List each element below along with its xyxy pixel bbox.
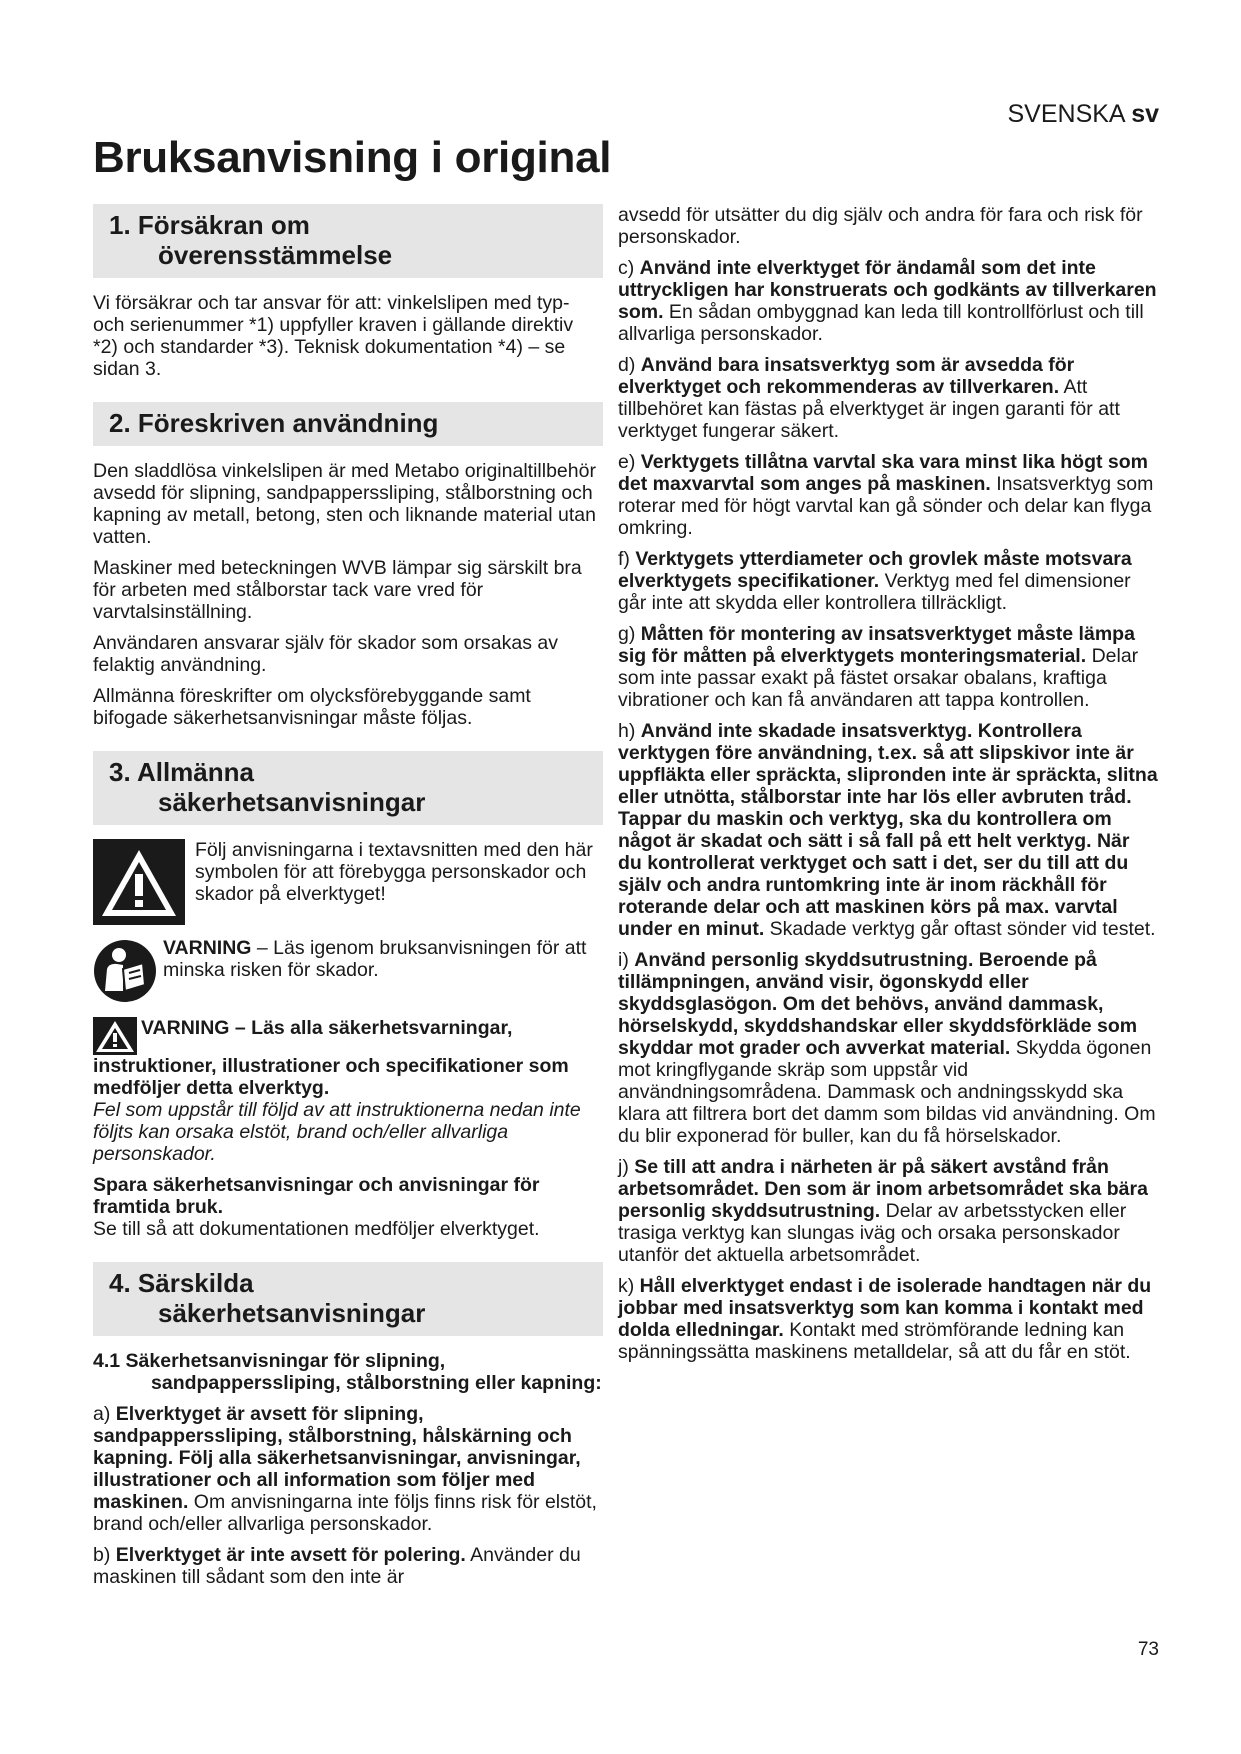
item-i-text: Skydda ögonen mot kringflygande skräp som uppstår vid användningsområdena. Dammask och andningsskydd ska klara att filtrera bort det damm som bildas vid användning. Om du blir exponerad för buller, kan du få hörselskador. (618, 1037, 1156, 1147)
language-label (1008, 100, 1160, 129)
section-1-heading-line2: överensstämmelse (158, 240, 393, 270)
small-warning-triangle-icon (93, 1017, 137, 1055)
section-3-heading (93, 751, 603, 825)
section-2-body (93, 460, 603, 729)
item-f-text: Verktyg med fel dimensioner går inte att skydda eller kontrollera tillräckligt. (618, 570, 1131, 614)
item-a (93, 1403, 603, 1535)
item-k (618, 1275, 1158, 1363)
item-b-text: Använder du maskinen till sådant som den inte är (93, 1544, 581, 1588)
warning-symbol-text: Följ anvisningarna i textavsnitten med den här symbolen för att förebygga personskador och skador på elverktyget! (195, 839, 593, 905)
item-h (618, 720, 1158, 940)
section-3-heading-line1: 3. Allmänna (109, 757, 254, 787)
section-3-heading-line2: säkerhetsanvisningar (158, 787, 426, 817)
item-c (618, 257, 1158, 345)
section-2-paragraph-1: Den sladdlösa vinkelslipen är med Metabo originaltillbehör avsedd för slipning, sandpapperssliping, stålborstning och kapning av metall, betong, sten och liknande material utan vatten. (93, 460, 596, 548)
item-i-bold: Använd personlig skyddsutrustning. Beroende på tillämpningen, använd visir, ögonskydd eller skyddsglasögon. Om det behövs, använd dammask, hörselskydd, skyddshandskar eller skyddsförkläde som skyddar mot grader och avverkat material. (618, 949, 1138, 1059)
item-d (618, 354, 1158, 442)
language-name: SVENSKA (1007, 100, 1125, 128)
item-k-label: k) (618, 1275, 640, 1297)
section-2-paragraph-3: Användaren ansvarar själv för skador som orsakas av felaktig användning. (93, 632, 558, 676)
item-b-label: b) (93, 1544, 116, 1566)
general-warning (93, 1017, 603, 1165)
item-d-label: d) (618, 354, 641, 376)
read-manual-icon (93, 939, 157, 1003)
item-j (618, 1156, 1158, 1266)
item-f-bold: Verktygets ytterdiameter och grovlek måste motsvara elverktygets specifikationer. (618, 548, 1132, 592)
page-title: Bruksanvisning i original (93, 133, 612, 182)
page-number: 73 (1137, 1639, 1159, 1660)
read-manual-text (163, 937, 603, 981)
item-c-label: c) (618, 257, 640, 279)
item-j-text: Delar av arbetsstycken eller trasiga verktyg kan slungas iväg och orsaka personskador utanför det aktuella arbetsområdet. (618, 1200, 1127, 1266)
item-h-text: Skadade verktyg går oftast sönder vid testet. (764, 918, 1156, 940)
item-f-label: f) (618, 548, 636, 570)
section-2-heading (93, 402, 603, 446)
item-e-bold: Verktygets tillåtna varvtal ska vara minst lika högt som det maxvarvtal som anges på maskinen. (618, 451, 1148, 495)
item-d-text: Att tillbehöret kan fästas på elverktyget är ingen garanti för att verktyget fungerar säkert. (618, 376, 1120, 442)
item-e-label: e) (618, 451, 641, 473)
item-a-label: a) (93, 1403, 116, 1425)
section-2-paragraph-4: Allmänna föreskrifter om olycksförebyggande samt bifogade säkerhetsanvisningar måste följas. (93, 685, 531, 729)
item-a-text: Om anvisningarna inte följs finns risk för elstöt, brand och/eller allvarliga personskador. (93, 1491, 597, 1535)
general-warning-italic: Fel som uppstår till följd av att instruktionerna nedan inte följts kan orsaka elstöt, brand och/eller allvarliga personskador. (93, 1099, 581, 1165)
general-warning-bold: VARNING – Läs alla säkerhetsvarningar, instruktioner, illustrationer och specifikationer som medföljer detta elverktyg. (93, 1017, 569, 1099)
subsection-4-1-heading-line1: 4.1 Säkerhetsanvisningar för slipning, (93, 1350, 446, 1372)
section-1-paragraph: Vi försäkrar och tar ansvar för att: vinkelslipen med typ- och serienummer *1) uppfyller kraven i gällande direktiv *2) och standarder *3). Teknisk dokumentation *4) – se sidan 3. (93, 292, 574, 380)
item-i (618, 949, 1158, 1147)
warning-triangle-icon (93, 839, 185, 925)
item-e-text: Insatsverktyg som roterar med för högt varvtal kan gå sönder och delar kan flyga omkring. (618, 473, 1154, 539)
section-4-heading-line1: 4. Särskilda (109, 1268, 254, 1298)
item-g-bold: Måtten för montering av insatsverktyget måste lämpa sig för måtten på elverktygets monteringsmaterial. (618, 623, 1135, 667)
save-instructions-text: Se till så att dokumentationen medföljer elverktyget. (93, 1218, 540, 1240)
section-1-heading-line1: 1. Försäkran om (109, 210, 310, 240)
item-k-bold: Håll elverktyget endast i de isolerade handtagen när du jobbar med insatsverktyg som kan komma i kontakt med dolda elledningar. (618, 1275, 1152, 1341)
subsection-4-1-heading (93, 1350, 603, 1394)
item-f (618, 548, 1158, 614)
language-code: sv (1131, 100, 1159, 128)
section-3-body (93, 839, 603, 1240)
left-column (93, 204, 603, 1597)
item-b (93, 1544, 603, 1588)
item-g-text: Delar som inte passar exakt på fästet orsakar obalans, kraftiga vibrationer och kan få användaren att tappa kontrollen. (618, 645, 1139, 711)
section-1-body (93, 292, 603, 380)
section-1-heading (93, 204, 603, 278)
item-g (618, 623, 1158, 711)
item-j-label: j) (618, 1156, 635, 1178)
item-b-text-continued: avsedd för utsätter du dig själv och andra för fara och risk för personskador. (618, 204, 1143, 248)
warning-symbol-note (93, 839, 603, 925)
section-4-heading (93, 1262, 603, 1336)
right-column (618, 204, 1158, 1372)
read-manual-note (93, 937, 603, 1003)
item-c-bold: Använd inte elverktyget för ändamål som det inte uttryckligen har konstruerats och godkänts av tillverkaren som. (618, 257, 1157, 323)
section-4-heading-line2: säkerhetsanvisningar (158, 1298, 426, 1328)
save-instructions (93, 1174, 603, 1240)
item-d-bold: Använd bara insatsverktyg som är avsedda för elverktyget och rekommenderas av tillverkaren. (618, 354, 1075, 398)
item-g-label: g) (618, 623, 641, 645)
section-2-paragraph-2: Maskiner med beteckningen WVB lämpar sig särskilt bra för arbeten med stålborstar tack vare vred för varvtalsinställning. (93, 557, 582, 623)
subsection-4-1-heading-line2: sandpapperssliping, stålborstning eller kapning: (151, 1372, 602, 1394)
item-a-bold: Elverktyget är avsett för slipning, sandpapperssliping, stålborstning, hålskärning och kapning. Följ alla säkerhetsanvisningar, anvisningar, illustrationer och all information som följer med maskinen. (93, 1403, 581, 1513)
item-i-label: i) (618, 949, 635, 971)
item-b-bold: Elverktyget är inte avsett för polering. (115, 1544, 466, 1566)
item-b-continued (618, 204, 1158, 248)
item-e (618, 451, 1158, 539)
read-manual-warning-text: – Läs igenom bruksanvisningen för att minska risken för skador. (163, 937, 587, 981)
save-instructions-bold: Spara säkerhetsanvisningar och anvisningar för framtida bruk. (93, 1174, 540, 1218)
item-h-bold: Använd inte skadade insatsverktyg. Kontrollera verktygen före användning, t.ex. så att slipskivor inte är uppfläkta eller spräckta, slipronden inte är spräckta, slitna eller utnötta, stålborstar inte har lös eller avbruten tråd. Tappar du maskin och verktyg, ska du kontrollera om något är skadat och sätt i så fall på ett helt verktyg. När du kontrollerat verktyget och satt i det, ser du till att du själv och andra runtomkring inte är inom räckhåll för roterande delar och att maskinen körs på max. varvtal under en minut. (618, 720, 1158, 940)
item-k-text: Kontakt med strömförande ledning kan spänningssätta maskinens metalldelar, så att du får en stöt. (618, 1319, 1131, 1363)
item-h-label: h) (618, 720, 641, 742)
item-c-text: En sådan ombyggnad kan leda till kontrollförlust och till allvarliga personskador. (618, 301, 1144, 345)
item-j-bold: Se till att andra i närheten är på säkert avstånd från arbetsområdet. Den som är inom arbetsområdet ska bära personlig skyddsutrustning. (618, 1156, 1148, 1222)
read-manual-warning-label: VARNING (163, 937, 252, 959)
section-2-heading-line1: 2. Föreskriven användning (109, 408, 439, 438)
